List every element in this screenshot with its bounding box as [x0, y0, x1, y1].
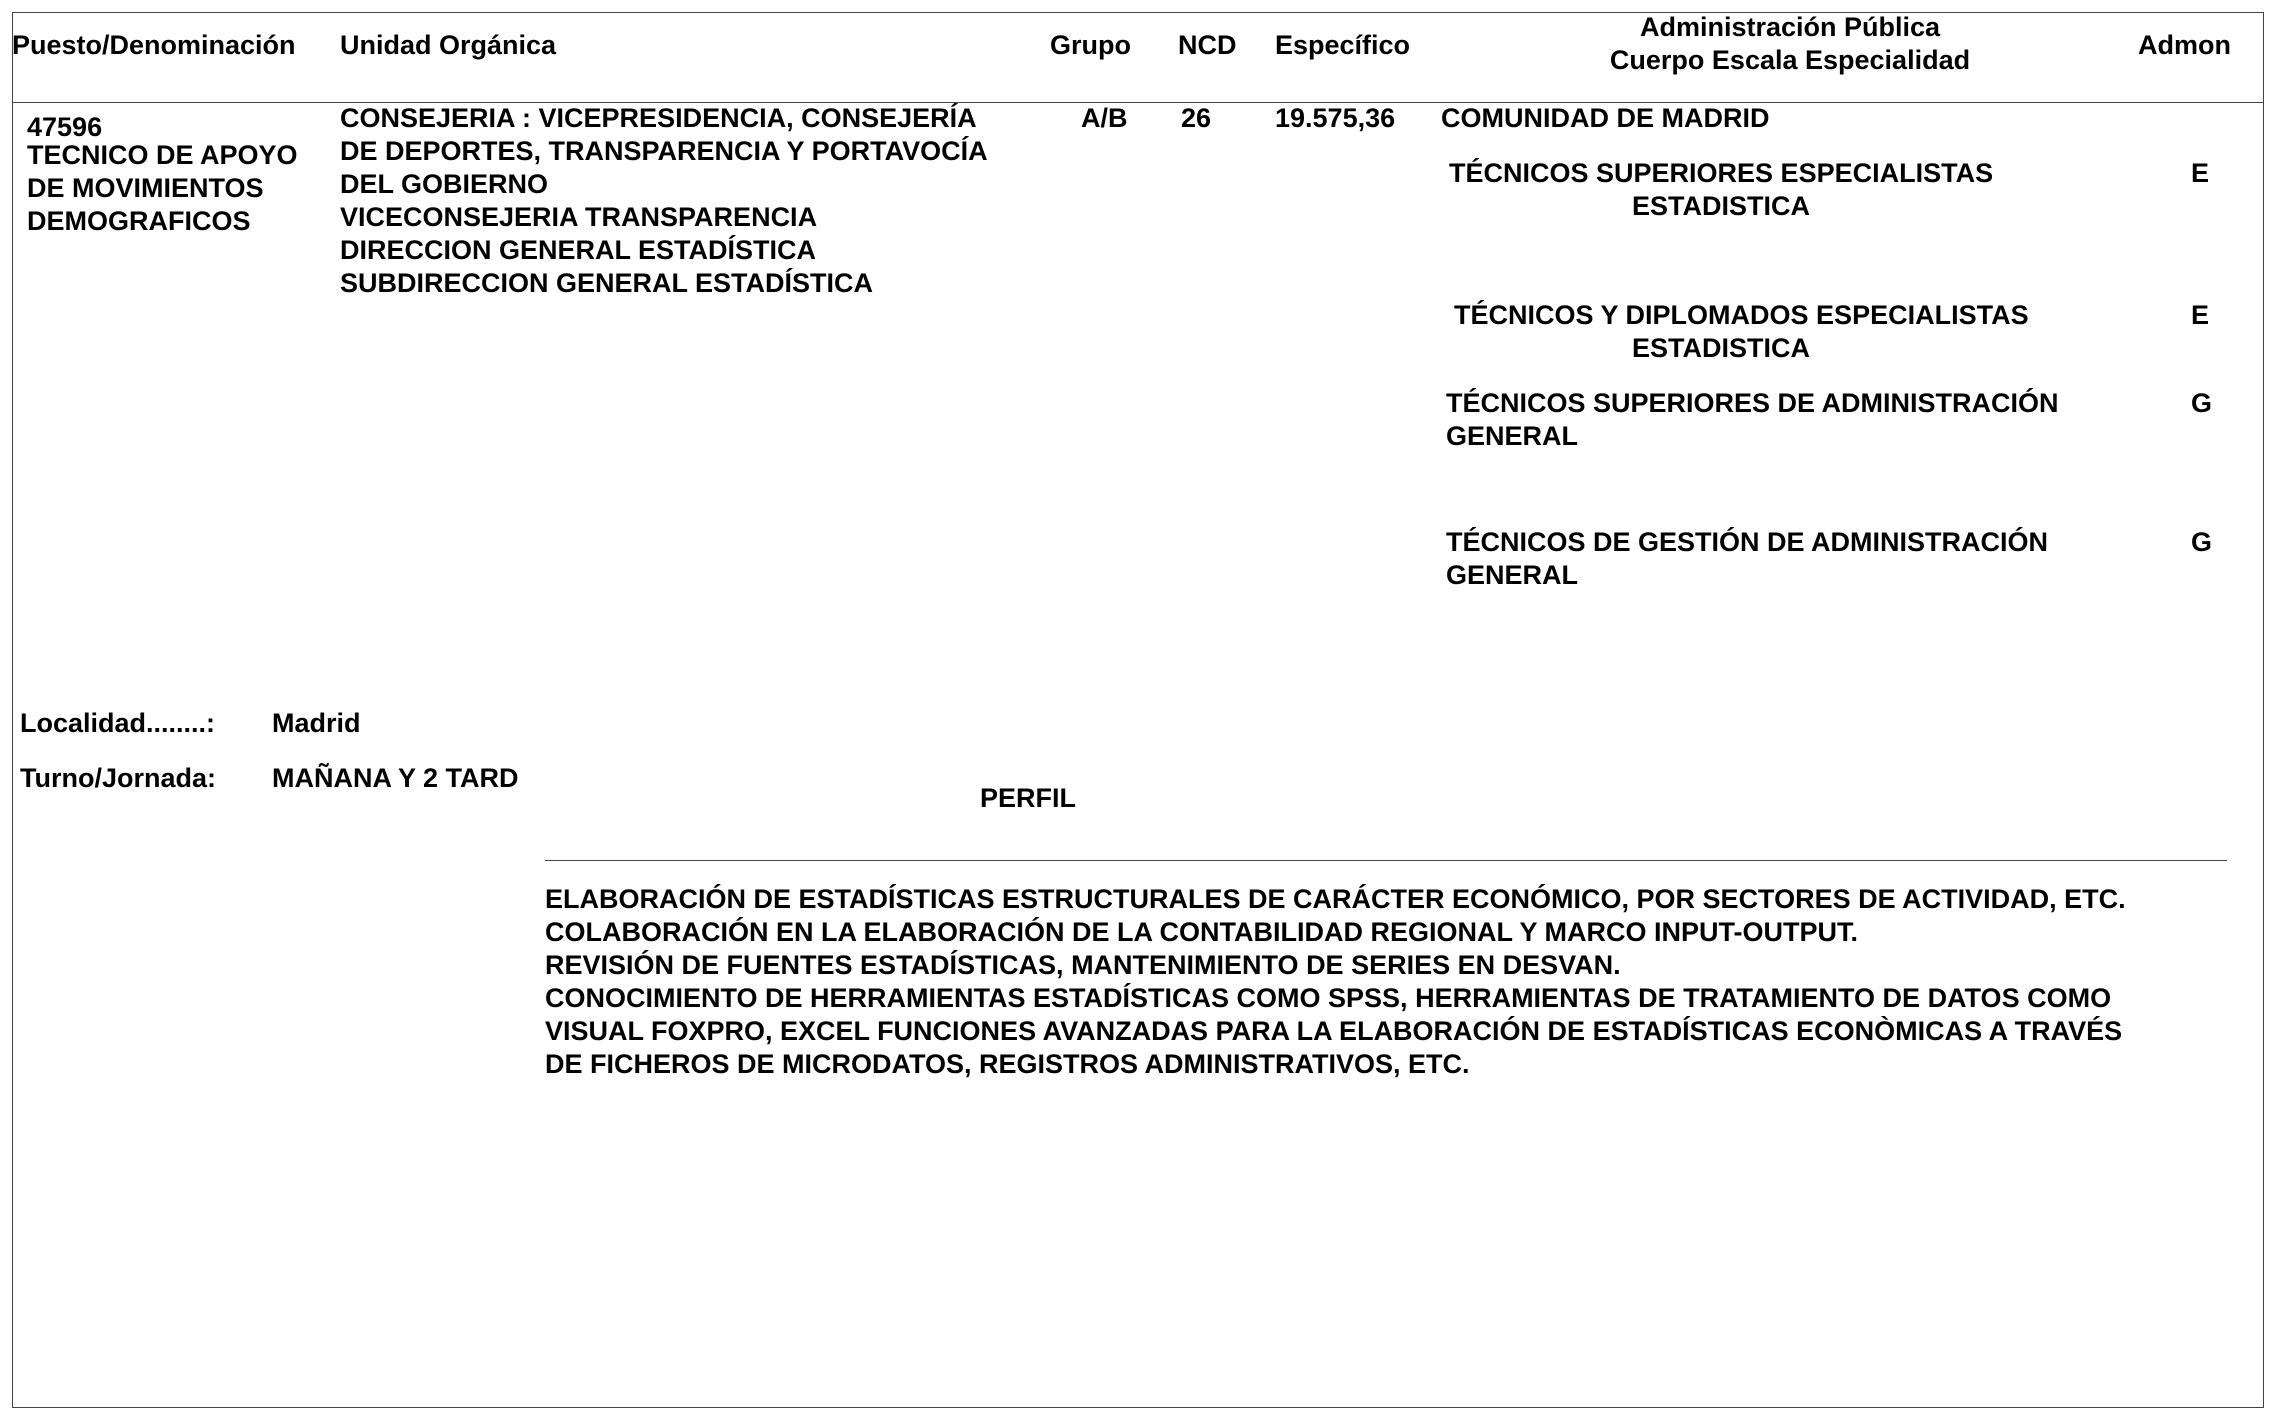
cuerpo-admon: E — [2191, 158, 2210, 188]
cuerpo-line1: TÉCNICOS Y DIPLOMADOS ESPECIALISTAS — [1454, 300, 2029, 330]
turno-label: Turno/Jornada: — [20, 763, 217, 793]
cuerpo-line1: TÉCNICOS SUPERIORES DE ADMINISTRACIÓN — [1446, 388, 2059, 418]
header-cuerpo-escala: Cuerpo Escala Especialidad — [1609, 45, 1971, 75]
administracion-value: COMUNIDAD DE MADRID — [1441, 103, 1770, 133]
localidad-value: Madrid — [272, 708, 361, 738]
perfil-divider — [545, 860, 2227, 861]
cuerpo-admon: G — [2191, 388, 2213, 418]
unidad-line: DE DEPORTES, TRANSPARENCIA Y PORTAVOCÍA — [340, 136, 988, 166]
header-puesto: Puesto/Denominación — [12, 30, 296, 60]
puesto-code: 47596 — [27, 112, 103, 142]
unidad-line: DEL GOBIERNO — [340, 169, 549, 199]
cuerpo-line2: GENERAL — [1446, 560, 1579, 590]
ncd-value: 26 — [1181, 103, 1212, 133]
denominacion-line: TECNICO DE APOYO — [27, 140, 298, 170]
perfil-line: ELABORACIÓN DE ESTADÍSTICAS ESTRUCTURALES DE CARÁCTER ECONÓMICO, POR SECTORES DE ACTIVIDAD, ETC. — [545, 884, 2126, 914]
perfil-line: DE FICHEROS DE MICRODATOS, REGISTROS ADMINISTRATIVOS, ETC. — [545, 1049, 1470, 1079]
perfil-line: VISUAL FOXPRO, EXCEL FUNCIONES AVANZADAS PARA LA ELABORACIÓN DE ESTADÍSTICAS ECONÒMICAS A TRAVÉS — [545, 1016, 2123, 1046]
denominacion-line: DEMOGRAFICOS — [27, 206, 251, 236]
perfil-line: CONOCIMIENTO DE HERRAMIENTAS ESTADÍSTICAS COMO SPSS, HERRAMIENTAS DE TRATAMIENTO DE DATOS COMO — [545, 983, 2112, 1013]
header-admin-publica: Administración Pública — [1639, 12, 1941, 42]
cuerpo-line2: ESTADISTICA — [1632, 333, 1811, 363]
unidad-line: VICECONSEJERIA TRANSPARENCIA — [340, 202, 818, 232]
cuerpo-line2: GENERAL — [1446, 421, 1579, 451]
header-grupo: Grupo — [1050, 30, 1131, 60]
unidad-line: SUBDIRECCION GENERAL ESTADÍSTICA — [340, 268, 874, 298]
header-especifico: Específico — [1275, 30, 1411, 60]
unidad-line: CONSEJERIA : VICEPRESIDENCIA, CONSEJERÍA — [340, 103, 977, 133]
grupo-value: A/B — [1081, 103, 1128, 133]
especifico-value: 19.575,36 — [1275, 103, 1396, 133]
header-admon: Admon — [2138, 30, 2231, 60]
perfil-title: PERFIL — [980, 783, 1077, 813]
header-unidad: Unidad Orgánica — [340, 30, 557, 60]
perfil-line: REVISIÓN DE FUENTES ESTADÍSTICAS, MANTENIMIENTO DE SERIES EN DESVAN. — [545, 950, 1621, 980]
localidad-label: Localidad........: — [20, 708, 216, 738]
cuerpo-line1: TÉCNICOS DE GESTIÓN DE ADMINISTRACIÓN — [1446, 527, 2049, 557]
cuerpo-admon: G — [2191, 527, 2213, 557]
denominacion-line: DE MOVIMIENTOS — [27, 173, 264, 203]
cuerpo-admon: E — [2191, 300, 2210, 330]
header-ncd: NCD — [1178, 30, 1237, 60]
cuerpo-line2: ESTADISTICA — [1632, 191, 1811, 221]
turno-value: MAÑANA Y 2 TARD — [272, 763, 519, 793]
perfil-line: COLABORACIÓN EN LA ELABORACIÓN DE LA CONTABILIDAD REGIONAL Y MARCO INPUT-OUTPUT. — [545, 917, 1859, 947]
unidad-line: DIRECCION GENERAL ESTADÍSTICA — [340, 235, 817, 265]
cuerpo-line1: TÉCNICOS SUPERIORES ESPECIALISTAS — [1449, 158, 1994, 188]
